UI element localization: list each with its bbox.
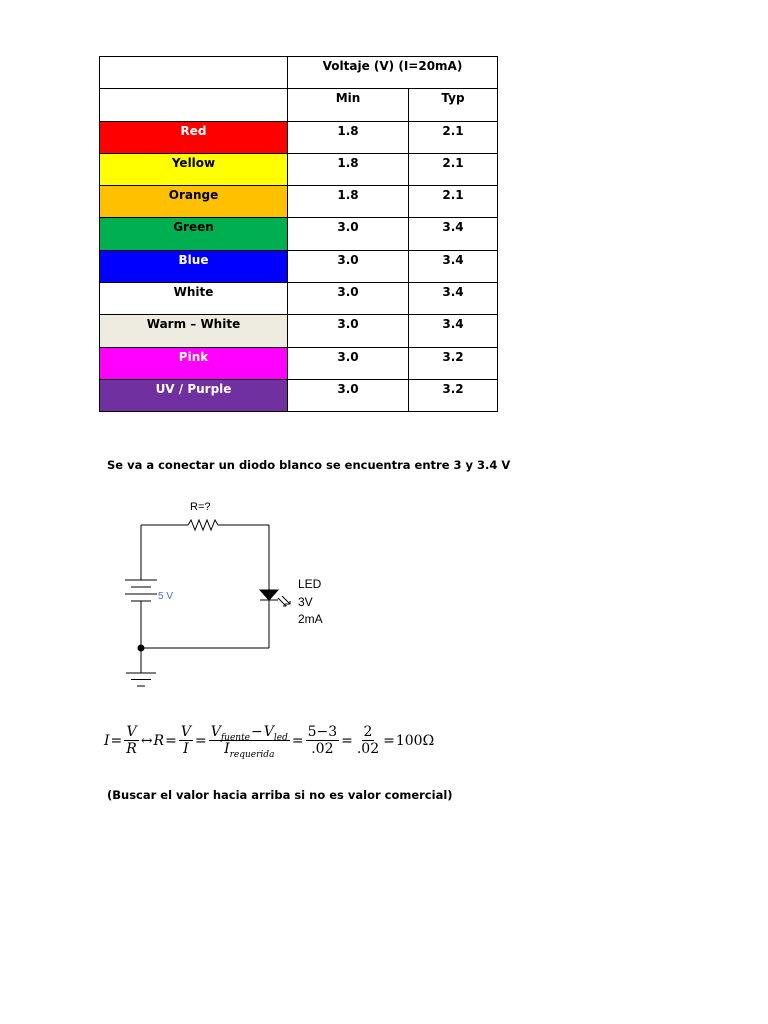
formula-arrow: ↔ <box>140 732 153 749</box>
voltage-header: Voltaje (V) (I=20mA) <box>288 57 498 89</box>
led-label: LED <box>298 577 322 591</box>
typ-voltage-cell: 3.4 <box>409 218 498 250</box>
typ-voltage-cell: 3.4 <box>409 283 498 315</box>
formula-R: R <box>153 732 165 749</box>
min-voltage-cell: 1.8 <box>288 186 409 218</box>
color-name-cell: Green <box>100 218 288 250</box>
subheader-empty-cell <box>100 89 288 121</box>
formula-result: 100Ω <box>395 732 435 749</box>
table-row <box>100 121 498 153</box>
fraction-v-over-i: $\frac{V}{I}$ <box>180 724 191 758</box>
table-row <box>100 250 498 282</box>
led-voltage-label: 3V <box>298 595 313 609</box>
table-row <box>100 379 498 411</box>
resistor-symbol <box>188 520 218 530</box>
color-name-cell: White <box>100 283 288 315</box>
min-voltage-cell: 1.8 <box>288 153 409 185</box>
typ-voltage-cell: 2.1 <box>409 121 498 153</box>
fraction-numeric-2: $\frac{2}{.02}$ <box>356 724 380 758</box>
min-header: Min <box>288 89 409 121</box>
table-row <box>100 347 498 379</box>
min-voltage-cell: 3.0 <box>288 283 409 315</box>
formula-I: I <box>104 732 110 749</box>
color-name-cell: Orange <box>100 186 288 218</box>
table-row <box>100 218 498 250</box>
table-header-row <box>100 57 498 89</box>
fraction-numeric-1: $\frac{5-3}{.02}$ <box>307 724 338 758</box>
min-voltage-cell: 3.0 <box>288 218 409 250</box>
typ-voltage-cell: 3.4 <box>409 315 498 347</box>
min-voltage-cell: 3.0 <box>288 379 409 411</box>
typ-voltage-cell: 2.1 <box>409 153 498 185</box>
typ-voltage-cell: 2.1 <box>409 186 498 218</box>
resistor-label: R=? <box>190 501 211 513</box>
min-voltage-cell: 3.0 <box>288 315 409 347</box>
color-name-cell: Yellow <box>100 153 288 185</box>
table-row <box>100 283 498 315</box>
typ-voltage-cell: 3.4 <box>409 250 498 282</box>
fraction-v-over-r: $\frac{V}{R}$ <box>126 724 137 758</box>
led-diode-triangle <box>260 590 278 600</box>
fraction-vfuente-minus-vled: $\frac{V_{fuente}-V_{led}}{I_{requerida}}$ <box>210 724 288 761</box>
min-voltage-cell: 3.0 <box>288 347 409 379</box>
battery-label: 5 V <box>158 591 174 602</box>
table-row <box>100 186 498 218</box>
junction-dot <box>138 645 145 652</box>
min-voltage-cell: 3.0 <box>288 250 409 282</box>
color-name-cell: UV / Purple <box>100 379 288 411</box>
color-name-cell: Pink <box>100 347 288 379</box>
color-name-cell: Warm – White <box>100 315 288 347</box>
min-voltage-cell: 1.8 <box>288 121 409 153</box>
led-circuit-diagram <box>100 492 340 692</box>
typ-header: Typ <box>409 89 498 121</box>
header-empty-cell <box>100 57 288 89</box>
ohms-law-formula: I = $\frac{V}{R}$ ↔ R = $\frac{V}{I}$ = $\frac{V_{fuente}-V_{led}}{I_{requerida}}$ = $\frac{5-3}{.02}$ = $\frac{2}{.02}$ = 100Ω <box>104 724 435 761</box>
table-row <box>100 315 498 347</box>
table-row <box>100 153 498 185</box>
color-name-cell: Blue <box>100 250 288 282</box>
note-sentence: (Buscar el valor hacia arriba si no es valor comercial) <box>107 788 453 802</box>
table-subheader-row <box>100 89 498 121</box>
led-voltage-table <box>99 56 498 412</box>
intro-sentence: Se va a conectar un diodo blanco se encuentra entre 3 y 3.4 V <box>107 458 511 472</box>
led-current-label: 2mA <box>298 612 323 626</box>
typ-voltage-cell: 3.2 <box>409 379 498 411</box>
color-name-cell: Red <box>100 121 288 153</box>
typ-voltage-cell: 3.2 <box>409 347 498 379</box>
